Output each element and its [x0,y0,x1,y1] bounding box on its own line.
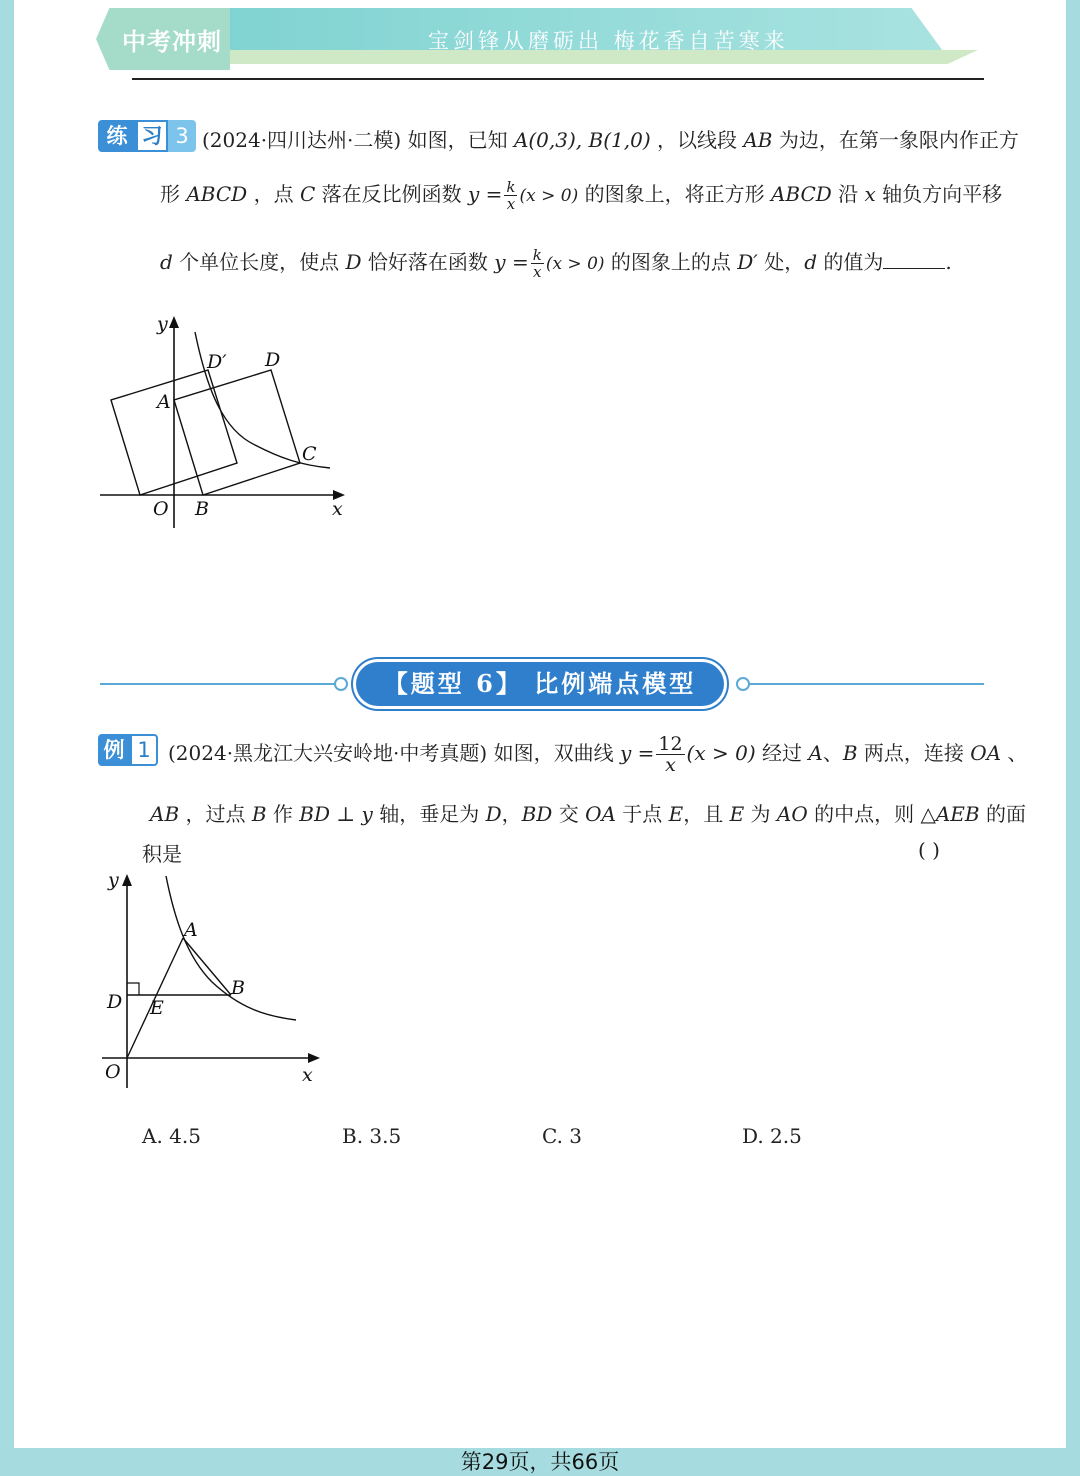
label-D-prime: D′ [207,351,227,373]
option-c[interactable]: C. 3 [542,1124,583,1148]
label-D: D [265,349,281,371]
label-B: B [231,977,245,999]
section-dot-right [736,677,750,691]
example-line-2: AB ，过点 B 作 BD ⊥ y 轴，垂足为 D，BD 交 OA 于点 E，且 E 为 AO 的中点，则 △AEB 的面 [150,802,1026,826]
option-b[interactable]: B. 3.5 [342,1124,402,1148]
practice-figure [95,310,355,535]
practice-line-1: (2024·四川达州·二模) 如图，已知 A(0,3), B(1,0) ，以线段 AB 为边，在第一象限内作正方 [202,128,1019,152]
fraction-k-over-x: $\frac{k}{x}$ [506,178,516,213]
fraction-k-over-x: $\frac{k}{x}$ [532,246,542,281]
right-angle-mark [127,983,139,995]
section-divider-left [100,683,338,685]
label-y: y [108,869,119,891]
label-A: A [184,919,198,941]
label-A: A [157,391,171,413]
label-x: x [302,1064,313,1086]
practice-badge-number: 3 [168,120,196,152]
y-axis-arrow [169,316,179,328]
practice-badge-char-2: 习 [136,120,168,152]
label-E: E [150,997,164,1019]
label-B: B [195,498,209,520]
label-D: D [107,991,123,1013]
label-y: y [157,313,168,335]
practice-line-3: d 个单位长度，使点 D 恰好落在函数 y = $\frac{k}{x}$ (x > 0) 的图象上的点 D′ 处，d 的值为 . [160,246,952,281]
header-rule [132,78,984,80]
label-x: x [332,498,343,520]
header-tab-label: 中考冲刺 [122,28,222,56]
example-badge [98,734,160,766]
practice-badge-char-1: 练 [98,120,136,152]
example-badge-number: 1 [130,734,158,766]
practice-line-2: 形 ABCD ，点 C 落在反比例函数 y = $\frac{k}{x}$ (x > 0) 的图象上，将正方形 ABCD 沿 x 轴负方向平移 [160,178,1003,213]
header-motto: 宝剑锋从磨砺出 梅花香自苦寒来 [428,29,789,53]
fraction-12-over-x: $\frac{12}{x}$ [658,733,683,776]
label-O: O [153,498,169,520]
section-divider-right [748,683,984,685]
label-O: O [105,1061,121,1083]
y-axis-arrow [122,874,132,886]
section-title: 【题型 6】 比例端点模型 [383,669,697,698]
example-figure [100,866,330,1096]
label-C: C [302,443,317,465]
segment-AB [183,938,231,995]
example-line-3: 积是 [142,842,182,866]
answer-blank[interactable] [883,250,945,269]
x-axis-arrow [308,1053,320,1063]
option-a[interactable]: A. 4.5 [142,1124,201,1148]
practice-badge [98,120,196,152]
option-d[interactable]: D. 2.5 [742,1124,802,1148]
page-number: 第29页，共66页 [460,1450,620,1474]
example-badge-char: 例 [98,734,130,766]
document-page [14,0,1066,1448]
example-line-1: (2024·黑龙江大兴安岭地·中考真题) 如图，双曲线 y = $\frac{12}{x}$ (x > 0) 经过 A、B 两点，连接 OA 、 [168,733,1028,776]
section-dot-left [334,677,348,691]
answer-parentheses[interactable]: ( ) [918,838,940,862]
